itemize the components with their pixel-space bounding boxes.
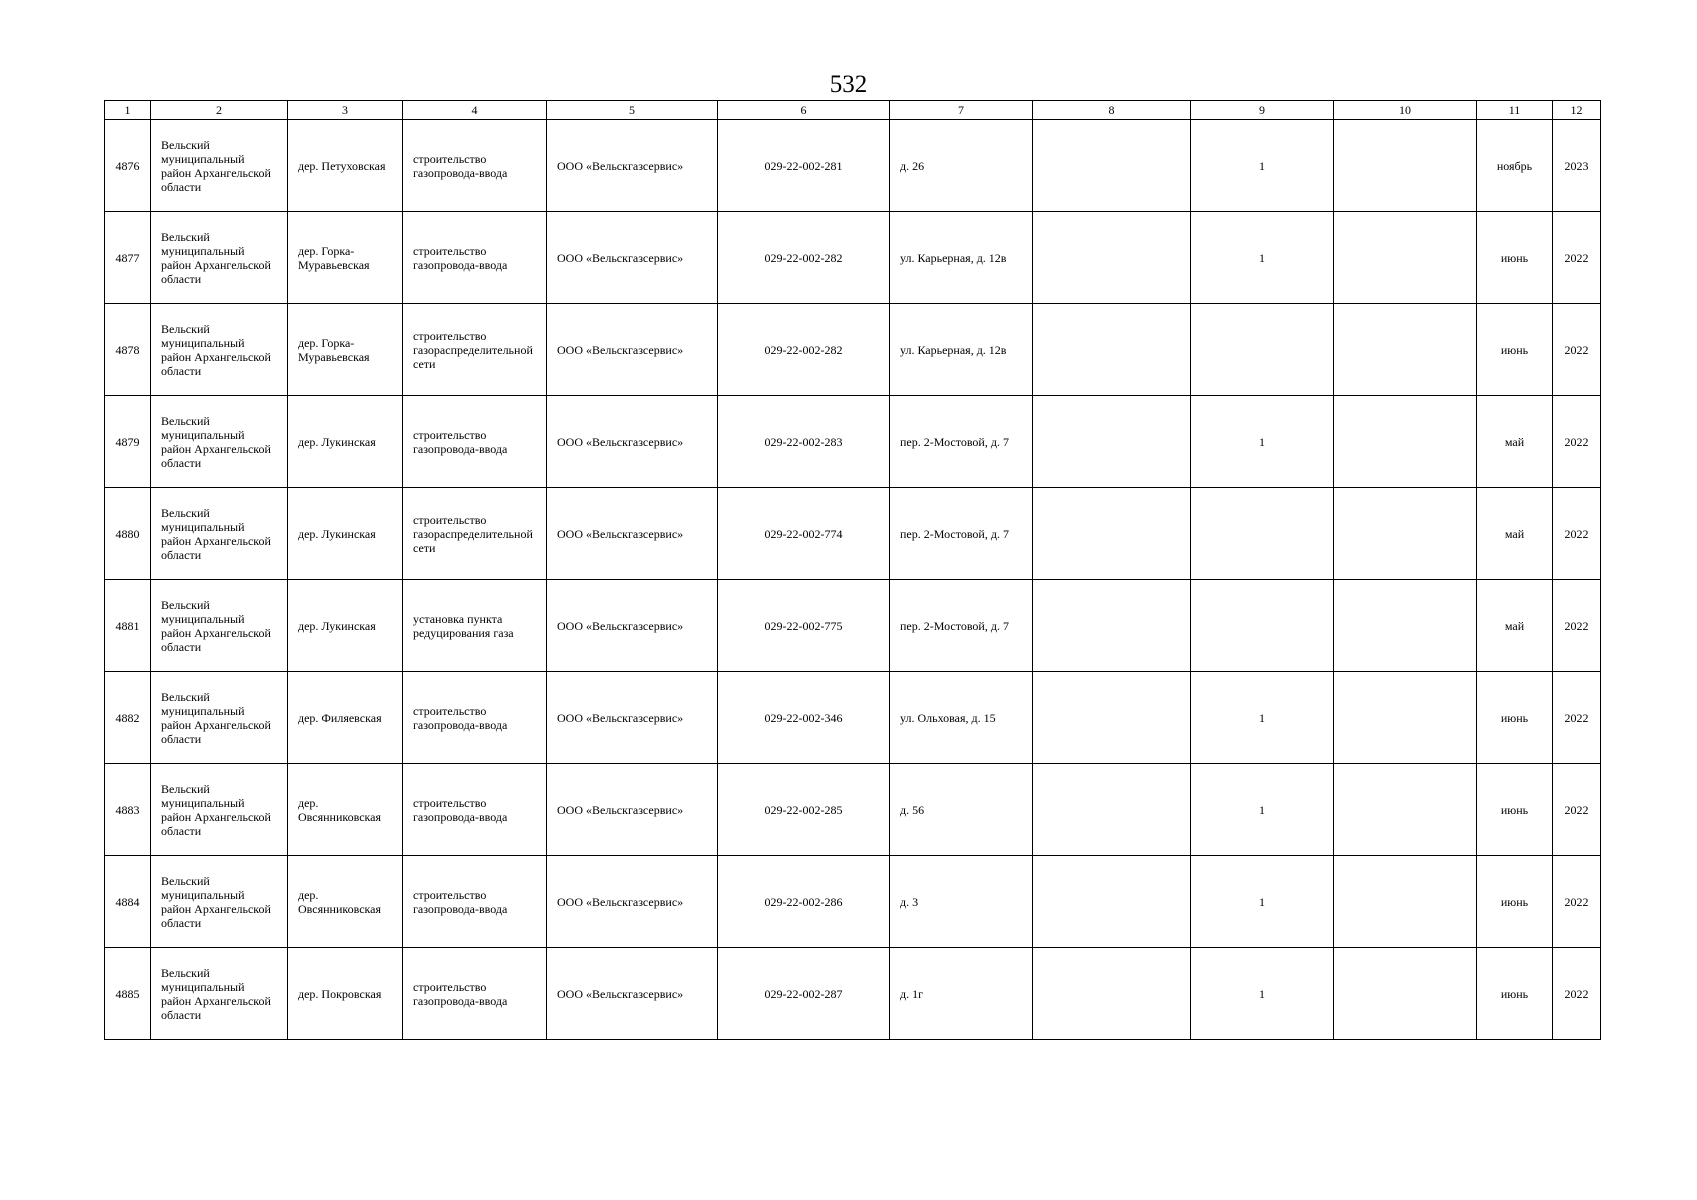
column-10-cell: [1334, 396, 1477, 488]
row-number-cell: 4883: [105, 764, 151, 856]
column-8-cell: [1033, 764, 1191, 856]
settlement-cell: дер. Лукинская: [288, 488, 403, 580]
settlement-cell: дер. Петуховская: [288, 120, 403, 212]
district-cell: Вельский муниципальный район Архангельской области: [151, 948, 288, 1040]
year-cell: 2022: [1553, 948, 1601, 1040]
district-cell: Вельский муниципальный район Архангельской области: [151, 212, 288, 304]
column-header: 7: [890, 101, 1033, 120]
table-row: [105, 948, 1601, 1040]
column-10-cell: [1334, 212, 1477, 304]
column-header: 6: [718, 101, 890, 120]
work-type-cell: строительство газораспределительной сети: [403, 304, 547, 396]
district-cell: Вельский муниципальный район Архангельской области: [151, 120, 288, 212]
column-header: 4: [403, 101, 547, 120]
table-row: [105, 396, 1601, 488]
object-code-cell: 029-22-002-774: [718, 488, 890, 580]
district-cell: Вельский муниципальный район Архангельской области: [151, 764, 288, 856]
work-type-cell: строительство газопровода-ввода: [403, 764, 547, 856]
quantity-cell: [1191, 304, 1334, 396]
address-cell: д. 56: [890, 764, 1033, 856]
column-8-cell: [1033, 856, 1191, 948]
row-number-cell: 4876: [105, 120, 151, 212]
column-10-cell: [1334, 304, 1477, 396]
table-row: [105, 580, 1601, 672]
address-cell: ул. Ольховая, д. 15: [890, 672, 1033, 764]
address-cell: д. 1г: [890, 948, 1033, 1040]
address-cell: ул. Карьерная, д. 12в: [890, 212, 1033, 304]
quantity-cell: [1191, 580, 1334, 672]
column-10-cell: [1334, 488, 1477, 580]
column-header: 12: [1553, 101, 1601, 120]
quantity-cell: 1: [1191, 120, 1334, 212]
object-code-cell: 029-22-002-282: [718, 304, 890, 396]
column-10-cell: [1334, 764, 1477, 856]
column-8-cell: [1033, 396, 1191, 488]
work-type-cell: строительство газопровода-ввода: [403, 948, 547, 1040]
quantity-cell: 1: [1191, 672, 1334, 764]
data-table: [104, 100, 1601, 1040]
table-row: [105, 488, 1601, 580]
table-row: [105, 304, 1601, 396]
column-10-cell: [1334, 120, 1477, 212]
district-cell: Вельский муниципальный район Архангельской области: [151, 580, 288, 672]
object-code-cell: 029-22-002-346: [718, 672, 890, 764]
settlement-cell: дер. Лукинская: [288, 396, 403, 488]
year-cell: 2023: [1553, 120, 1601, 212]
year-cell: 2022: [1553, 212, 1601, 304]
row-number-cell: 4880: [105, 488, 151, 580]
address-cell: д. 26: [890, 120, 1033, 212]
object-code-cell: 029-22-002-775: [718, 580, 890, 672]
month-cell: июнь: [1477, 764, 1553, 856]
row-number-cell: 4877: [105, 212, 151, 304]
object-code-cell: 029-22-002-281: [718, 120, 890, 212]
organization-cell: ООО «Вельскгазсервис»: [547, 948, 718, 1040]
column-10-cell: [1334, 672, 1477, 764]
address-cell: пер. 2-Мостовой, д. 7: [890, 488, 1033, 580]
settlement-cell: дер. Горка-Муравьевская: [288, 304, 403, 396]
row-number-cell: 4882: [105, 672, 151, 764]
quantity-cell: 1: [1191, 948, 1334, 1040]
object-code-cell: 029-22-002-283: [718, 396, 890, 488]
column-header: 2: [151, 101, 288, 120]
quantity-cell: 1: [1191, 212, 1334, 304]
table-row: [105, 672, 1601, 764]
column-8-cell: [1033, 212, 1191, 304]
object-code-cell: 029-22-002-285: [718, 764, 890, 856]
column-10-cell: [1334, 948, 1477, 1040]
work-type-cell: установка пункта редуцирования газа: [403, 580, 547, 672]
year-cell: 2022: [1553, 672, 1601, 764]
column-8-cell: [1033, 304, 1191, 396]
work-type-cell: строительство газопровода-ввода: [403, 120, 547, 212]
address-cell: пер. 2-Мостовой, д. 7: [890, 580, 1033, 672]
quantity-cell: [1191, 488, 1334, 580]
column-header: 8: [1033, 101, 1191, 120]
year-cell: 2022: [1553, 856, 1601, 948]
settlement-cell: дер. Филяевская: [288, 672, 403, 764]
work-type-cell: строительство газопровода-ввода: [403, 856, 547, 948]
column-header: 9: [1191, 101, 1334, 120]
year-cell: 2022: [1553, 304, 1601, 396]
page-number: 532: [829, 71, 868, 98]
quantity-cell: 1: [1191, 764, 1334, 856]
object-code-cell: 029-22-002-286: [718, 856, 890, 948]
month-cell: июнь: [1477, 672, 1553, 764]
work-type-cell: строительство газопровода-ввода: [403, 672, 547, 764]
year-cell: 2022: [1553, 580, 1601, 672]
row-number-cell: 4885: [105, 948, 151, 1040]
settlement-cell: дер. Горка-Муравьевская: [288, 212, 403, 304]
column-10-cell: [1334, 856, 1477, 948]
month-cell: май: [1477, 488, 1553, 580]
column-8-cell: [1033, 488, 1191, 580]
address-cell: пер. 2-Мостовой, д. 7: [890, 396, 1033, 488]
year-cell: 2022: [1553, 764, 1601, 856]
organization-cell: ООО «Вельскгазсервис»: [547, 304, 718, 396]
district-cell: Вельский муниципальный район Архангельской области: [151, 396, 288, 488]
table-row: [105, 764, 1601, 856]
organization-cell: ООО «Вельскгазсервис»: [547, 120, 718, 212]
district-cell: Вельский муниципальный район Архангельской области: [151, 304, 288, 396]
quantity-cell: 1: [1191, 856, 1334, 948]
column-number-row: [105, 101, 1601, 120]
column-10-cell: [1334, 580, 1477, 672]
work-type-cell: строительство газопровода-ввода: [403, 396, 547, 488]
settlement-cell: дер. Лукинская: [288, 580, 403, 672]
row-number-cell: 4879: [105, 396, 151, 488]
organization-cell: ООО «Вельскгазсервис»: [547, 672, 718, 764]
settlement-cell: дер. Покровская: [288, 948, 403, 1040]
month-cell: июнь: [1477, 212, 1553, 304]
address-cell: ул. Карьерная, д. 12в: [890, 304, 1033, 396]
organization-cell: ООО «Вельскгазсервис»: [547, 488, 718, 580]
year-cell: 2022: [1553, 396, 1601, 488]
settlement-cell: дер. Овсянниковская: [288, 856, 403, 948]
column-header: 3: [288, 101, 403, 120]
object-code-cell: 029-22-002-287: [718, 948, 890, 1040]
row-number-cell: 4881: [105, 580, 151, 672]
year-cell: 2022: [1553, 488, 1601, 580]
district-cell: Вельский муниципальный район Архангельской области: [151, 672, 288, 764]
table-row: [105, 212, 1601, 304]
organization-cell: ООО «Вельскгазсервис»: [547, 856, 718, 948]
work-type-cell: строительство газопровода-ввода: [403, 212, 547, 304]
district-cell: Вельский муниципальный район Архангельской области: [151, 488, 288, 580]
organization-cell: ООО «Вельскгазсервис»: [547, 212, 718, 304]
work-type-cell: строительство газораспределительной сети: [403, 488, 547, 580]
month-cell: июнь: [1477, 948, 1553, 1040]
table-row: [105, 856, 1601, 948]
table-row: [105, 120, 1601, 212]
quantity-cell: 1: [1191, 396, 1334, 488]
column-8-cell: [1033, 672, 1191, 764]
row-number-cell: 4884: [105, 856, 151, 948]
settlement-cell: дер. Овсянниковская: [288, 764, 403, 856]
month-cell: ноябрь: [1477, 120, 1553, 212]
column-header: 10: [1334, 101, 1477, 120]
address-cell: д. 3: [890, 856, 1033, 948]
object-code-cell: 029-22-002-282: [718, 212, 890, 304]
column-header: 11: [1477, 101, 1553, 120]
column-8-cell: [1033, 948, 1191, 1040]
district-cell: Вельский муниципальный район Архангельской области: [151, 856, 288, 948]
month-cell: июнь: [1477, 304, 1553, 396]
month-cell: май: [1477, 580, 1553, 672]
column-8-cell: [1033, 120, 1191, 212]
month-cell: май: [1477, 396, 1553, 488]
column-header: 1: [105, 101, 151, 120]
column-header: 5: [547, 101, 718, 120]
row-number-cell: 4878: [105, 304, 151, 396]
month-cell: июнь: [1477, 856, 1553, 948]
organization-cell: ООО «Вельскгазсервис»: [547, 396, 718, 488]
organization-cell: ООО «Вельскгазсервис»: [547, 764, 718, 856]
organization-cell: ООО «Вельскгазсервис»: [547, 580, 718, 672]
column-8-cell: [1033, 580, 1191, 672]
